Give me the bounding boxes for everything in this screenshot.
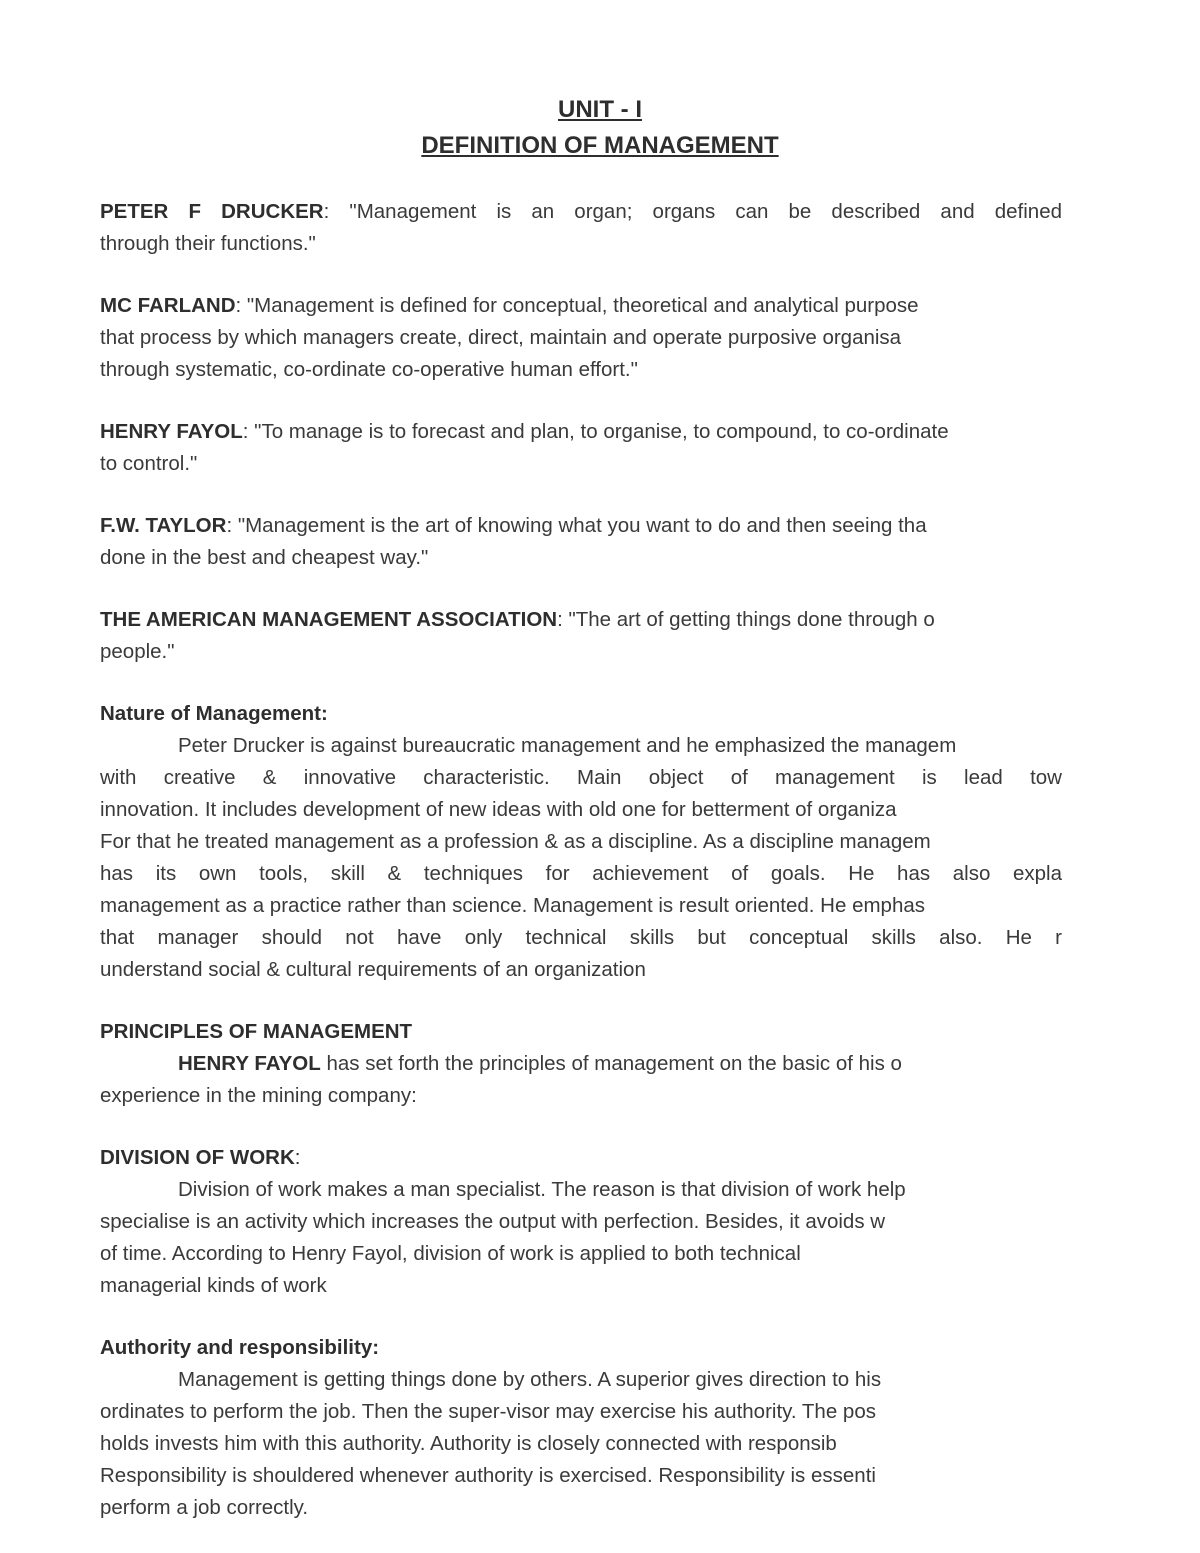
unit-title: UNIT - I — [558, 96, 642, 123]
definition-text: : "To manage is to forecast and plan, to organise, to compound, to co-ordinate — [242, 420, 949, 443]
body-line: innovation. It includes development of new ideas with old one for betterment of organiza — [100, 798, 897, 821]
body-line: with creative & innovative characteristic. Main object of management is lead tow — [100, 766, 1062, 789]
definition-drucker — [100, 196, 1062, 260]
definition-text: people." — [100, 640, 175, 663]
document-body — [100, 196, 1062, 1553]
document-header — [0, 92, 1200, 164]
body-line: managerial kinds of work — [100, 1274, 327, 1297]
body-line: management as a practice rather than science. Management is result oriented. He emphas — [100, 894, 925, 917]
definition-text: : "Management is the art of knowing what you want to do and then seeing tha — [226, 514, 927, 537]
body-line: Division of work makes a man specialist. The reason is that division of work help — [178, 1178, 906, 1201]
definition-text: : "Management is an organ; organs can be described and defined — [323, 200, 1062, 223]
definition-text: through systematic, co-ordinate co-operative human effort." — [100, 358, 638, 381]
definition-text: that process by which managers create, direct, maintain and operate purposive organisa — [100, 326, 902, 349]
definition-mcfarland — [100, 290, 1062, 386]
definition-taylor — [100, 510, 1062, 574]
definition-text: : "Management is defined for conceptual, theoretical and analytical purpose — [235, 294, 919, 317]
body-line: has set forth the principles of management on the basic of his o — [320, 1052, 902, 1075]
definition-author: F.W. TAYLOR — [100, 514, 227, 537]
body-line: Management is getting things done by others. A superior gives direction to his — [178, 1368, 882, 1391]
nature-section — [100, 698, 1062, 986]
definition-author: THE AMERICAN MANAGEMENT ASSOCIATION — [100, 608, 558, 631]
body-line: has its own tools, skill & techniques for achievement of goals. He has also expla — [100, 862, 1062, 885]
section-heading: Nature of Management: — [100, 702, 328, 725]
division-section — [100, 1142, 1062, 1302]
definition-author: PETER F DRUCKER — [100, 200, 324, 223]
body-line: Responsibility is shouldered whenever authority is exercised. Responsibility is essenti — [100, 1464, 876, 1487]
section-heading: DIVISION OF WORK — [100, 1146, 295, 1169]
definition-text: done in the best and cheapest way." — [100, 546, 429, 569]
body-line: that manager should not have only technical skills but conceptual skills also. He r — [100, 926, 1062, 949]
body-line: experience in the mining company: — [100, 1084, 417, 1107]
body-line: perform a job correctly. — [100, 1496, 309, 1519]
body-line: ordinates to perform the job. Then the super-visor may exercise his authority. The pos — [100, 1400, 876, 1423]
body-line: holds invests him with this authority. Authority is closely connected with responsib — [100, 1432, 837, 1455]
definition-text: through their functions." — [100, 232, 316, 255]
definition-fayol — [100, 416, 1062, 480]
page-title: DEFINITION OF MANAGEMENT — [421, 132, 779, 159]
principles-section — [100, 1016, 1062, 1112]
definition-text: to control." — [100, 452, 198, 475]
principles-author: HENRY FAYOL — [178, 1052, 321, 1075]
body-line: For that he treated management as a profession & as a discipline. As a discipline managem — [100, 830, 931, 853]
section-heading: Authority and responsibility: — [100, 1336, 380, 1359]
heading-colon: : — [294, 1146, 301, 1169]
definition-author: MC FARLAND — [100, 294, 236, 317]
definition-text: : "The art of getting things done through o — [557, 608, 935, 631]
definition-ama — [100, 604, 1062, 668]
body-line: specialise is an activity which increases the output with perfection. Besides, it avoids w — [100, 1210, 886, 1233]
body-line: Peter Drucker is against bureaucratic management and he emphasized the managem — [178, 734, 957, 757]
authority-section — [100, 1332, 1062, 1524]
definition-author: HENRY FAYOL — [100, 420, 243, 443]
body-line: of time. According to Henry Fayol, division of work is applied to both technical — [100, 1242, 801, 1265]
body-line: understand social & cultural requirements of an organization — [100, 958, 646, 981]
section-heading: PRINCIPLES OF MANAGEMENT — [100, 1020, 413, 1043]
